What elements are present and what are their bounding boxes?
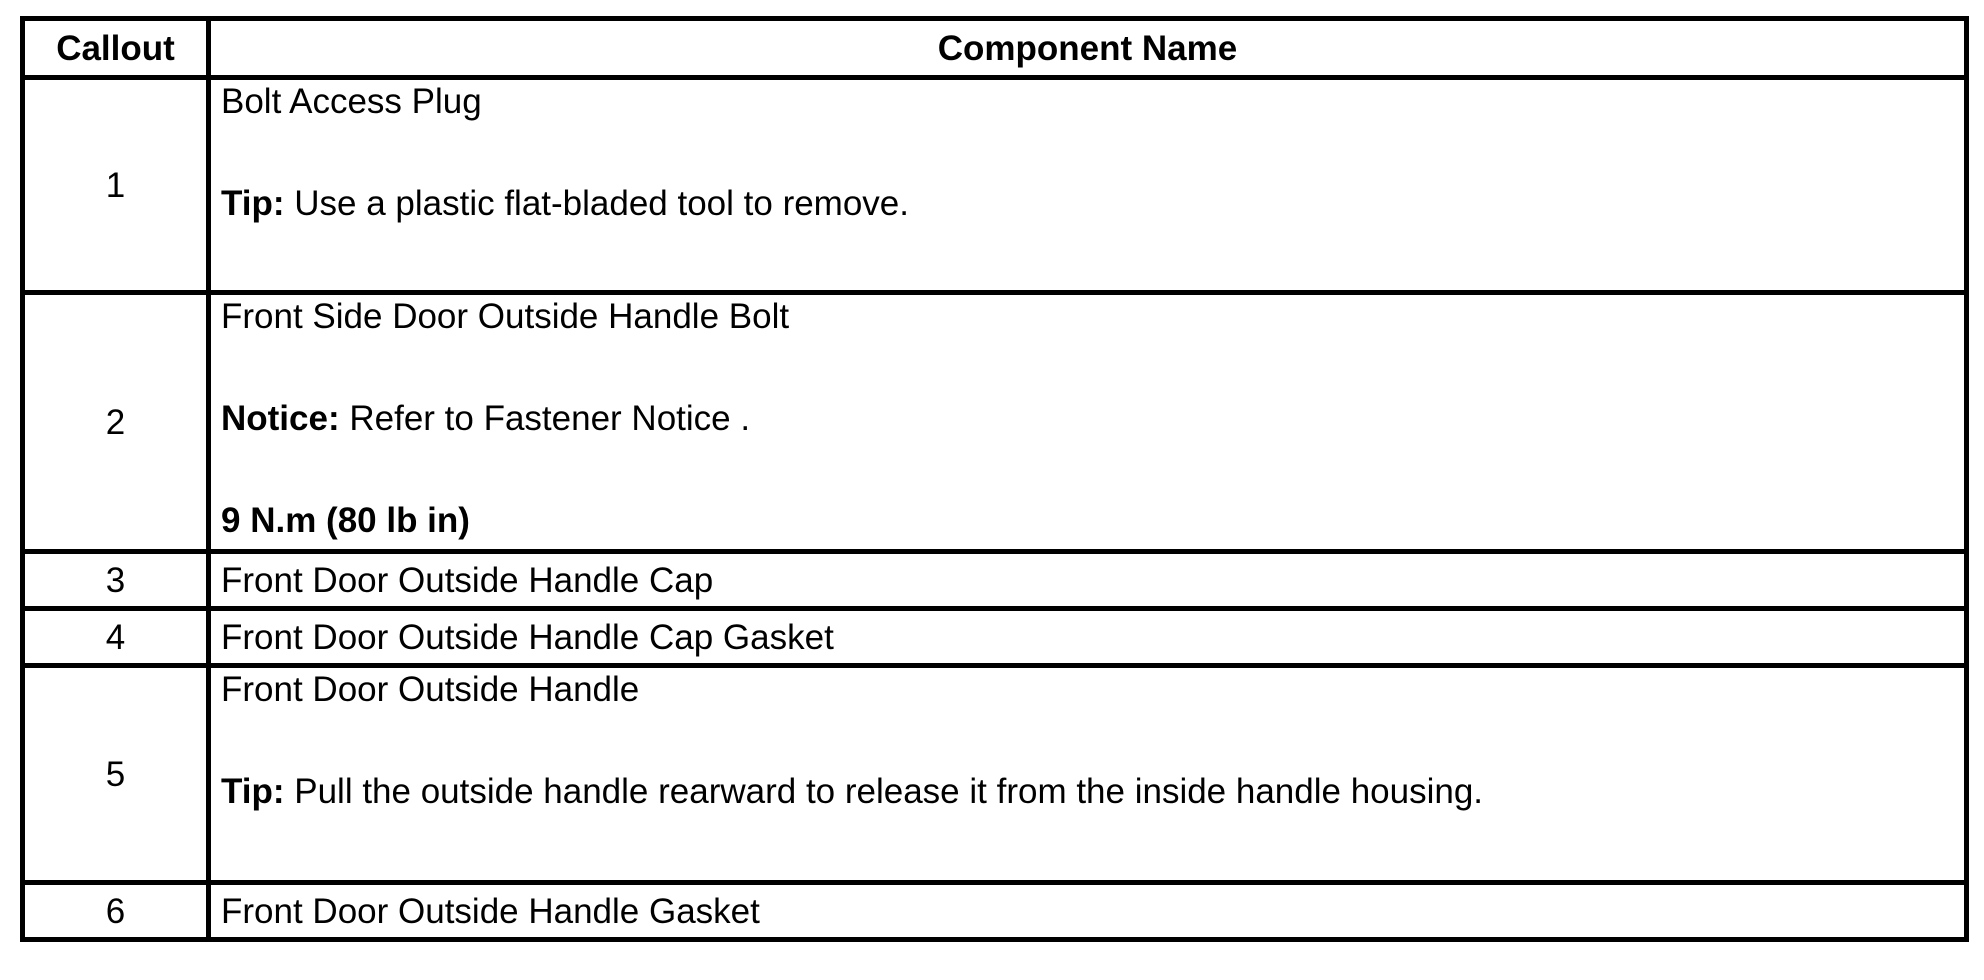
table-row (23, 609, 1967, 666)
component-name: Front Door Outside Handle (221, 670, 640, 709)
tip-text: Pull the outside handle rearward to release it from the inside handle housing. (284, 772, 1484, 811)
table-row (23, 78, 1967, 293)
notice-text: Refer to Fastener Notice . (339, 399, 751, 438)
component-name-header: Component Name (209, 19, 1967, 78)
tip-label: Tip: (221, 184, 285, 223)
callout-number: 1 (23, 78, 209, 293)
component-name: Front Door Outside Handle Cap (209, 552, 1967, 609)
notice-label: Notice: (221, 399, 340, 438)
table-row (23, 666, 1967, 883)
header-row (23, 19, 1967, 78)
table-row (23, 552, 1967, 609)
component-name: Bolt Access Plug (221, 82, 482, 121)
component-name: Front Side Door Outside Handle Bolt (221, 297, 790, 336)
tip-line (221, 182, 1964, 226)
tip-label: Tip: (221, 772, 285, 811)
notice-line (221, 397, 1964, 441)
callout-number: 4 (23, 609, 209, 666)
tip-line (221, 770, 1964, 814)
tip-text: Use a plastic flat-bladed tool to remove. (284, 184, 909, 223)
component-cell (209, 293, 1967, 552)
callout-header: Callout (23, 19, 209, 78)
component-name: Front Door Outside Handle Cap Gasket (209, 609, 1967, 666)
callout-number: 5 (23, 666, 209, 883)
torque-spec: 9 N.m (80 lb in) (221, 501, 470, 540)
callout-number: 3 (23, 552, 209, 609)
component-table (20, 16, 1969, 942)
table-row (23, 293, 1967, 552)
callout-number: 2 (23, 293, 209, 552)
component-cell (209, 666, 1967, 883)
callout-number: 6 (23, 883, 209, 940)
table-row (23, 883, 1967, 940)
component-cell (209, 78, 1967, 293)
component-name: Front Door Outside Handle Gasket (209, 883, 1967, 940)
